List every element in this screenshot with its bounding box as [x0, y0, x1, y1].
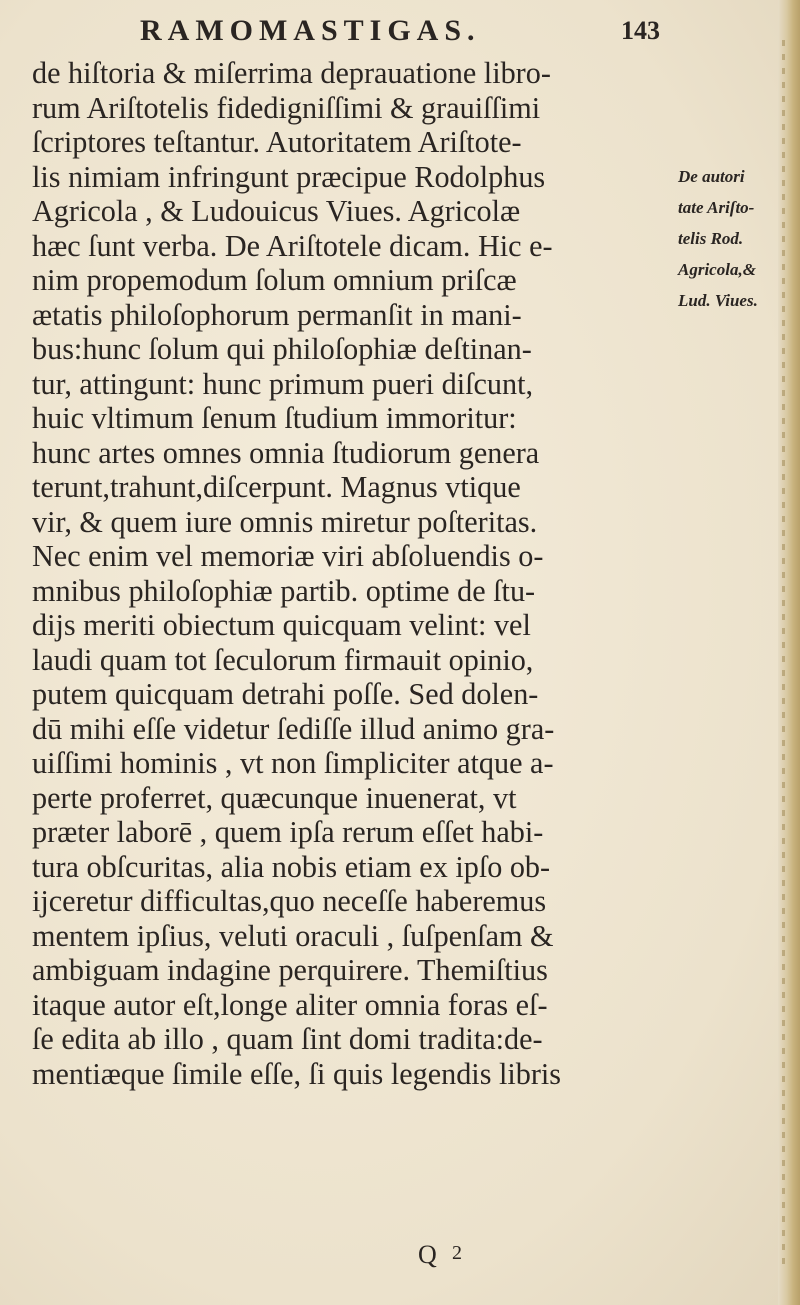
text-line: bus:hunc ſolum qui philoſophiæ deſtinan- [32, 332, 532, 366]
text-line: ijceretur difficultas,quo neceſſe haberemus [32, 884, 547, 918]
margin-note-line: De autori [678, 167, 745, 186]
text-line: ſe edita ab illo , quam ſint domi tradita:de- [32, 1022, 543, 1056]
text-line: Nec enim vel memoriæ viri abſoluendis o- [32, 539, 544, 573]
text-line: tur, attingunt: hunc primum pueri diſcunt, [32, 366, 533, 401]
text-line: vir, & quem iure omnis miretur poſteritas. [32, 504, 538, 539]
text-line: mentiæque ſimile eſſe, ſi quis legendis libris [32, 1056, 562, 1091]
text-line: mentem ipſius, veluti oraculi , ſuſpenſam & [32, 918, 554, 953]
margin-note-line: Lud. Viues. [678, 291, 758, 310]
margin-note-line: Agricola,& [678, 260, 756, 279]
text-line: uiſſimi hominis , vt non ſimpliciter atque a- [32, 746, 554, 780]
signature-number: 2 [452, 1242, 462, 1264]
text-line: laudi quam tot ſeculorum firmauit opinio, [32, 642, 534, 677]
margin-note-line: tate Ariſto- [678, 198, 755, 217]
page-edge [778, 0, 800, 1305]
text-line: putem quicquam detrahi poſſe. Sed dolen- [32, 677, 539, 711]
text-line: ſcriptores teſtantur. Autoritatem Ariſtote- [32, 125, 522, 159]
margin-note [678, 160, 778, 315]
text-line: lis nimiam infringunt præcipue Rodolphus [32, 159, 546, 194]
text-line: ambiguam indagine perquirere. Themiſtius [32, 953, 548, 987]
text-line: Agricola , & Ludouicus Viues. Agricolæ [32, 194, 521, 228]
text-line: præter laborē , quem ipſa rerum eſſet habi- [32, 815, 544, 849]
text-line: dū mihi eſſe videtur ſediſſe illud animo gra- [32, 711, 555, 746]
text-line: mnibus philoſophiæ partib. optime de ſtu- [32, 573, 536, 608]
text-line: terunt,trahunt,diſcerpunt. Magnus vtique [32, 470, 521, 504]
text-line: hæc ſunt verba. De Ariſtotele dicam. Hic e- [32, 228, 553, 263]
text-line: huic vltimum ſenum ſtudium immoritur: [32, 401, 517, 435]
text-line: ætatis philoſophorum permanſit in mani- [32, 297, 522, 332]
text-line: hunc artes omnes omnia ſtudiorum genera [32, 435, 540, 470]
text-line: de hiſtoria & miſerrima deprauatione libro- [32, 56, 551, 90]
main-text-block [32, 56, 672, 1091]
running-title: RAMOMASTIGAS. [140, 14, 481, 47]
text-line: dijs meriti obiectum quicquam velint: vel [32, 608, 531, 642]
text-line: itaque autor eſt,longe aliter omnia foras eſ- [32, 987, 548, 1022]
page-footer [370, 1240, 520, 1280]
page-number: 143 [621, 16, 660, 45]
text-line: rum Ariſtotelis fidedigniſſimi & grauiſſimi [32, 90, 541, 125]
page-header [140, 14, 660, 54]
text-line: tura obſcuritas, alia nobis etiam ex ipſo ob- [32, 849, 551, 884]
text-line: perte proferret, quæcunque inuenerat, vt [32, 780, 517, 815]
signature-mark: Q [418, 1240, 437, 1269]
margin-note-line: telis Rod. [678, 229, 744, 248]
text-line: nim propemodum ſolum omnium priſcæ [32, 263, 517, 297]
